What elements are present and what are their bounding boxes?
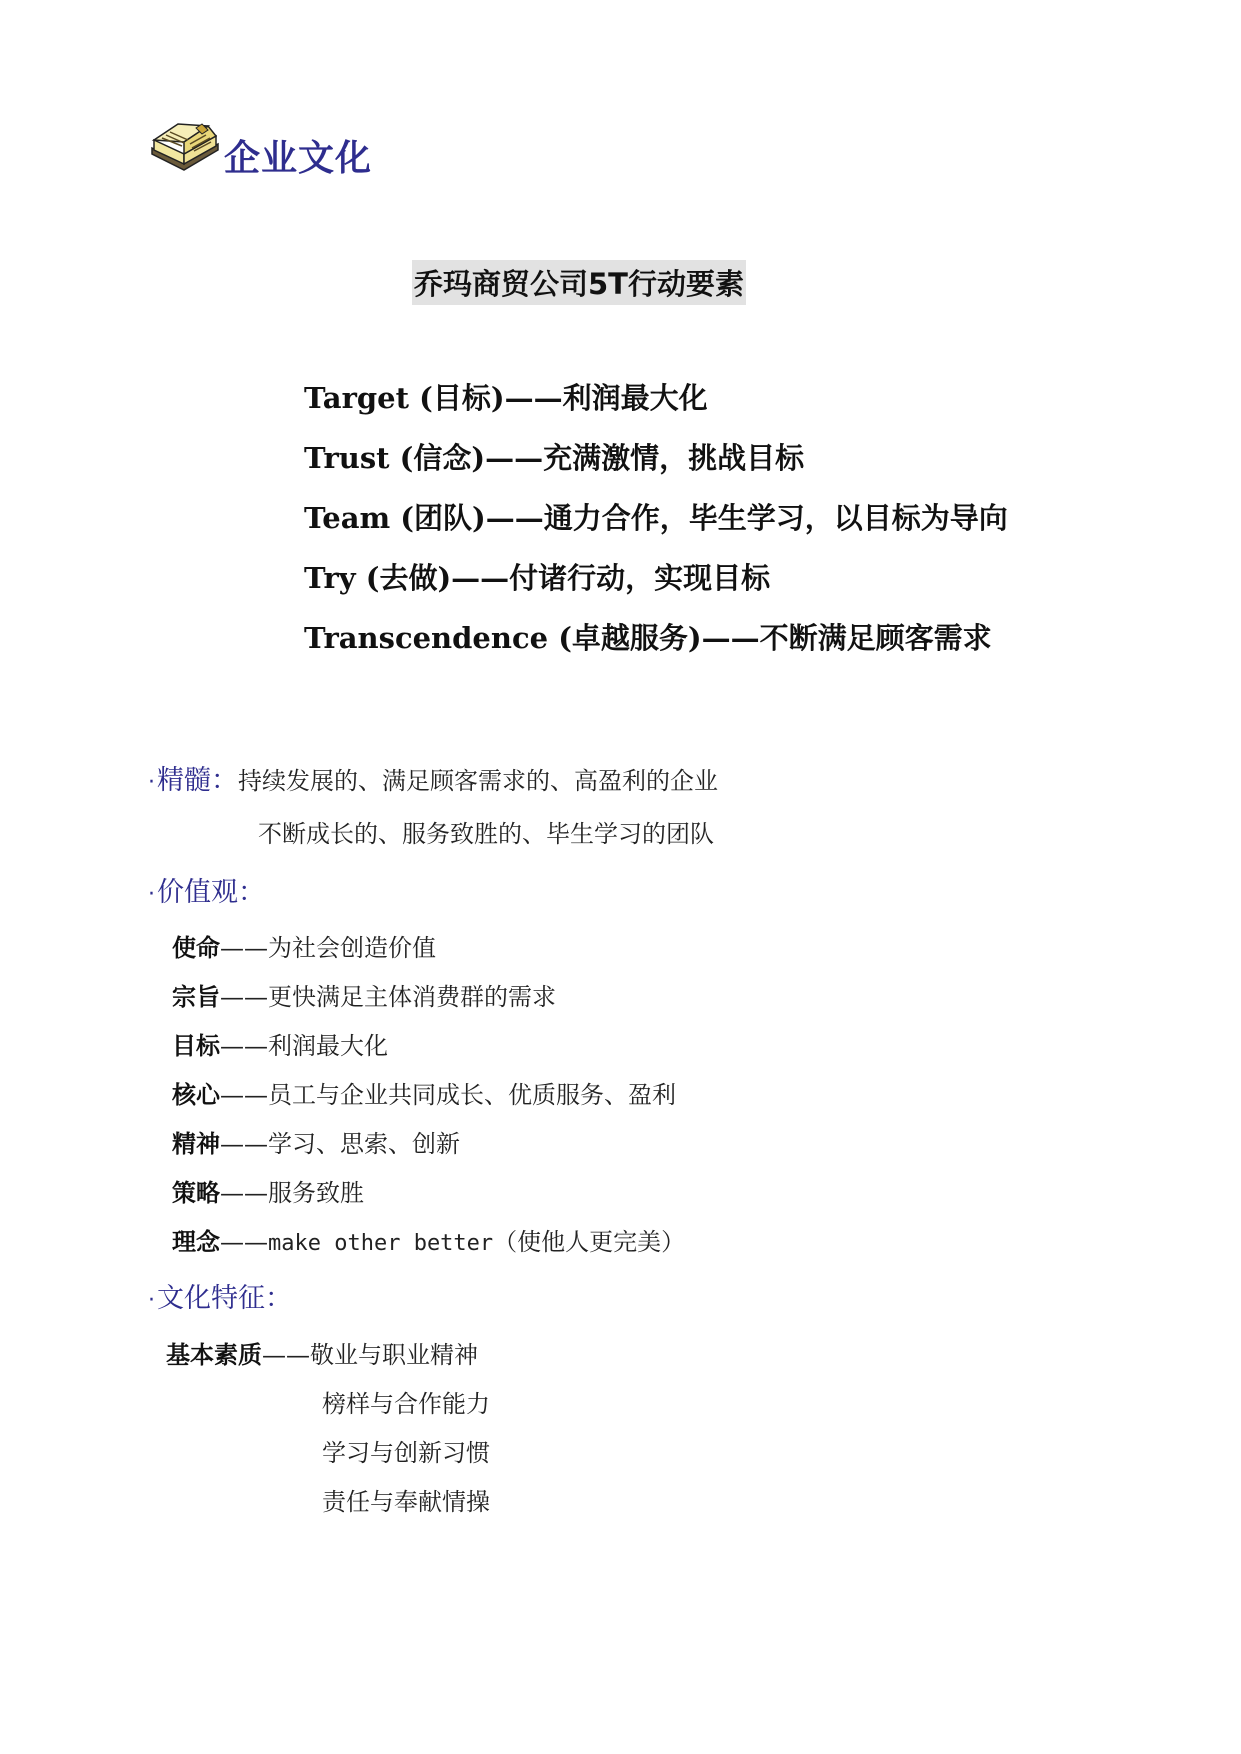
value-sep: —— — [220, 1228, 268, 1256]
culture-label: 文化特征： — [157, 1283, 292, 1314]
term-cn: (卓越服务) — [558, 621, 702, 655]
values-label: 价值观： — [157, 877, 265, 908]
value-text: 为社会创造价值 — [268, 934, 436, 962]
value-item — [172, 977, 556, 1012]
five-t-item-target — [304, 376, 708, 417]
value-key: 核心 — [172, 1081, 220, 1109]
value-sep: —— — [220, 1130, 268, 1158]
culture-text: 敬业与职业精神 — [310, 1341, 478, 1369]
desc: 付诸行动，实现目标 — [509, 561, 771, 595]
value-sep: —— — [220, 934, 268, 962]
essence-line-1: 持续发展的、满足顾客需求的、高盈利的企业 — [238, 767, 718, 795]
essence-section — [148, 758, 718, 797]
value-key: 使命 — [172, 934, 220, 962]
culture-sep: —— — [262, 1341, 310, 1369]
value-text: 学习、思索、创新 — [268, 1130, 460, 1158]
value-sep: —— — [220, 1081, 268, 1109]
value-item — [172, 1173, 364, 1208]
value-text: make other better — [268, 1231, 494, 1256]
desc: 利润最大化 — [562, 381, 708, 415]
dash: —— — [701, 621, 760, 655]
term: Team — [304, 501, 391, 535]
values-heading — [148, 870, 265, 909]
header-title: 企业文化 — [224, 138, 373, 179]
desc: 通力合作，毕生学习，以目标为导向 — [543, 501, 1008, 535]
value-item — [172, 1124, 460, 1159]
value-sep: —— — [220, 983, 268, 1011]
term-cn: (去做) — [365, 561, 452, 595]
value-item — [172, 1222, 685, 1257]
term: Trust — [304, 441, 390, 475]
bullet: · — [148, 1288, 155, 1313]
term-cn: (目标) — [419, 381, 505, 415]
dash: —— — [485, 501, 544, 535]
term-cn: (团队) — [400, 501, 486, 535]
desc: 充满激情，挑战目标 — [543, 441, 805, 475]
culture-text: 学习与创新习惯 — [322, 1439, 490, 1467]
five-t-item-try — [304, 556, 770, 597]
five-t-item-trust — [304, 436, 804, 477]
term: Transcendence — [304, 621, 549, 655]
dash: —— — [451, 561, 510, 595]
essence-line-2: 不断成长的、服务致胜的、毕生学习的团队 — [258, 820, 714, 848]
five-t-item-team — [304, 496, 1008, 537]
term-cn: (信念) — [399, 441, 486, 475]
value-item — [172, 1026, 388, 1061]
value-sep: —— — [220, 1032, 268, 1060]
main-title: 乔玛商贸公司5T行动要素 — [412, 260, 746, 305]
value-sep: —— — [220, 1179, 268, 1207]
value-text: 利润最大化 — [268, 1032, 388, 1060]
book-icon — [148, 118, 222, 174]
value-text: 员工与企业共同成长、优质服务、盈利 — [268, 1081, 676, 1109]
value-text: 更快满足主体消费群的需求 — [268, 983, 556, 1011]
five-t-item-transcendence — [304, 616, 992, 657]
culture-item — [166, 1335, 478, 1370]
value-text: 服务致胜 — [268, 1179, 364, 1207]
term: Target — [304, 381, 409, 415]
value-text-extra: （使他人更完美） — [493, 1228, 686, 1256]
essence-label: 精髓： — [157, 765, 238, 796]
culture-key: 基本素质 — [166, 1341, 262, 1369]
value-item — [172, 928, 436, 963]
dash: —— — [485, 441, 544, 475]
bullet: · — [148, 882, 155, 907]
culture-heading — [148, 1276, 292, 1315]
desc: 不断满足顾客需求 — [759, 621, 992, 655]
value-item — [172, 1075, 676, 1110]
dash: —— — [504, 381, 563, 415]
culture-text: 责任与奉献情操 — [322, 1488, 490, 1516]
value-key: 精神 — [172, 1130, 220, 1158]
culture-text: 榜样与合作能力 — [322, 1390, 490, 1418]
value-key: 策略 — [172, 1179, 220, 1207]
term: Try — [304, 561, 356, 595]
value-key: 目标 — [172, 1032, 220, 1060]
value-key: 理念 — [172, 1228, 220, 1256]
value-key: 宗旨 — [172, 983, 220, 1011]
bullet: · — [148, 770, 155, 795]
